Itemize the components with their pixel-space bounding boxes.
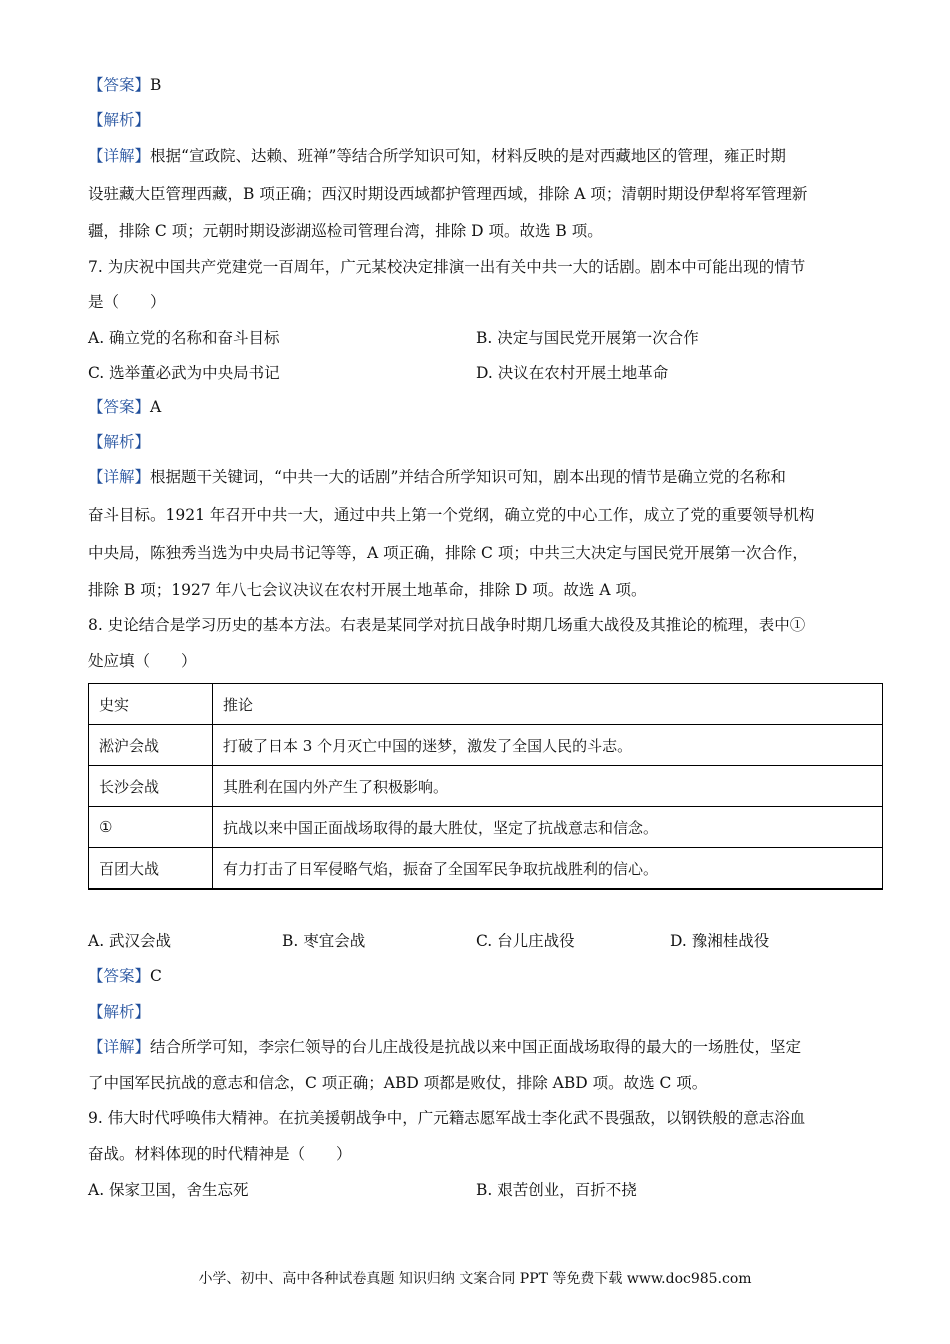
q9-stem-line-2: 奋战。材料体现的时代精神是（ ） bbox=[88, 1145, 352, 1163]
table-row bbox=[89, 807, 883, 848]
detail-tag: 【详解】 bbox=[88, 1038, 151, 1056]
table-cell-inference: 打破了日本 3 个月灭亡中国的迷梦，激发了全国人民的斗志。 bbox=[213, 725, 883, 766]
q7-detail-line-3: 中央局，陈独秀当选为中央局书记等等，A 项正确，排除 C 项；中共三大决定与国民党开展第一次合作， bbox=[88, 544, 808, 562]
table-row bbox=[89, 766, 883, 807]
q8-answer: C bbox=[150, 967, 162, 985]
analysis-tag: 【解析】 bbox=[88, 433, 151, 451]
table-header-row bbox=[89, 684, 883, 725]
table-header-cell: 史实 bbox=[89, 684, 213, 725]
detail-tag: 【详解】 bbox=[88, 147, 151, 165]
q6-detail-line-2: 设驻藏大臣管理西藏，B 项正确；西汉时期设西域都护管理西域，排除 A 项；清朝时期设伊犁将军管理新 bbox=[88, 185, 808, 203]
table-cell-fact: 淞沪会战 bbox=[89, 725, 213, 766]
table-cell-fact: ① bbox=[89, 807, 213, 848]
table-cell-inference: 有力打击了日军侵略气焰，振奋了全国军民争取抗战胜利的信心。 bbox=[213, 848, 883, 890]
analysis-tag: 【解析】 bbox=[88, 1003, 151, 1021]
table-row bbox=[89, 848, 883, 890]
table-cell-inference: 抗战以来中国正面战场取得的最大胜仗，坚定了抗战意志和信念。 bbox=[213, 807, 883, 848]
answer-tag: 【答案】 bbox=[88, 398, 151, 416]
q8-detail-text: 结合所学可知，李宗仁领导的台儿庄战役是抗战以来中国正面战场取得的最大的一场胜仗，坚定 bbox=[150, 1038, 802, 1056]
q7-detail-line-4: 排除 B 项；1927 年八七会议决议在农村开展土地革命，排除 D 项。故选 A 项。 bbox=[88, 581, 647, 599]
q8-detail-line-2: 了中国军民抗战的意志和信念，C 项正确；ABD 项都是败仗，排除 ABD 项。故选 C 项。 bbox=[88, 1074, 708, 1092]
q7-answer: A bbox=[150, 398, 162, 416]
q8-option-c: C. 台儿庄战役 bbox=[476, 932, 575, 950]
q9-option-a: A. 保家卫国，舍生忘死 bbox=[88, 1181, 249, 1199]
table-cell-inference: 其胜利在国内外产生了积极影响。 bbox=[213, 766, 883, 807]
q7-detail-line-1 bbox=[88, 467, 786, 487]
q9-option-b: B. 艰苦创业，百折不挠 bbox=[476, 1181, 637, 1199]
q7-option-c: C. 选举董必武为中央局书记 bbox=[88, 364, 280, 382]
q6-answer: B bbox=[150, 76, 162, 94]
q7-option-a: A. 确立党的名称和奋斗目标 bbox=[88, 329, 280, 347]
q7-option-b: B. 决定与国民党开展第一次合作 bbox=[476, 329, 699, 347]
q6-detail-line-3: 疆，排除 C 项；元朝时期设澎湖巡检司管理台湾，排除 D 项。故选 B 项。 bbox=[88, 222, 603, 240]
q8-option-d: D. 豫湘桂战役 bbox=[670, 932, 770, 950]
answer-tag: 【答案】 bbox=[88, 967, 151, 985]
q7-stem-line-1: 7. 为庆祝中国共产党建党一百周年，广元某校决定排演一出有关中共一大的话剧。剧本中可能出现的情节 bbox=[88, 258, 806, 276]
q7-answer-line bbox=[88, 397, 161, 417]
table-cell-fact: 长沙会战 bbox=[89, 766, 213, 807]
answer-tag: 【答案】 bbox=[88, 76, 151, 94]
q8-analysis-line bbox=[88, 1002, 150, 1022]
q8-option-a: A. 武汉会战 bbox=[88, 932, 172, 950]
q8-option-b: B. 枣宜会战 bbox=[282, 932, 366, 950]
q8-stem-line-1: 8. 史论结合是学习历史的基本方法。右表是某同学对抗日战争时期几场重大战役及其推论的梳理，表中① bbox=[88, 616, 806, 634]
q8-detail-line-1 bbox=[88, 1037, 801, 1057]
q8-answer-line bbox=[88, 966, 162, 986]
q6-answer-line bbox=[88, 75, 161, 95]
analysis-tag: 【解析】 bbox=[88, 111, 151, 129]
q9-stem-line-1: 9. 伟大时代呼唤伟大精神。在抗美援朝战争中，广元籍志愿军战士李化武不畏强敌，以钢铁般的意志浴血 bbox=[88, 1109, 806, 1127]
q6-analysis-line bbox=[88, 110, 150, 130]
q6-detail-line-1 bbox=[88, 146, 786, 166]
q7-stem-line-2: 是（ ） bbox=[88, 293, 166, 311]
table-cell-fact: 百团大战 bbox=[89, 848, 213, 890]
q6-detail-text: 根据“宣政院、达赖、班禅”等结合所学知识可知，材料反映的是对西藏地区的管理，雍正时期 bbox=[150, 147, 786, 165]
detail-tag: 【详解】 bbox=[88, 468, 151, 486]
page-footer: 小学、初中、高中各种试卷真题 知识归纳 文案合同 PPT 等免费下载 www.doc985.com bbox=[198, 1271, 752, 1287]
q7-detail-line-2: 奋斗目标。1921 年召开中共一大，通过中共上第一个党纲，确立党的中心工作，成立了党的重要领导机构 bbox=[88, 506, 815, 524]
q7-analysis-line bbox=[88, 432, 150, 452]
q7-option-d: D. 决议在农村开展土地革命 bbox=[476, 364, 669, 382]
table-header-cell: 推论 bbox=[213, 684, 883, 725]
table-row bbox=[89, 725, 883, 766]
q8-stem-line-2: 处应填（ ） bbox=[88, 652, 197, 670]
q7-detail-text: 根据题干关键词，“中共一大的话剧”并结合所学知识可知，剧本出现的情节是确立党的名称和 bbox=[150, 468, 786, 486]
q8-table bbox=[88, 683, 883, 890]
